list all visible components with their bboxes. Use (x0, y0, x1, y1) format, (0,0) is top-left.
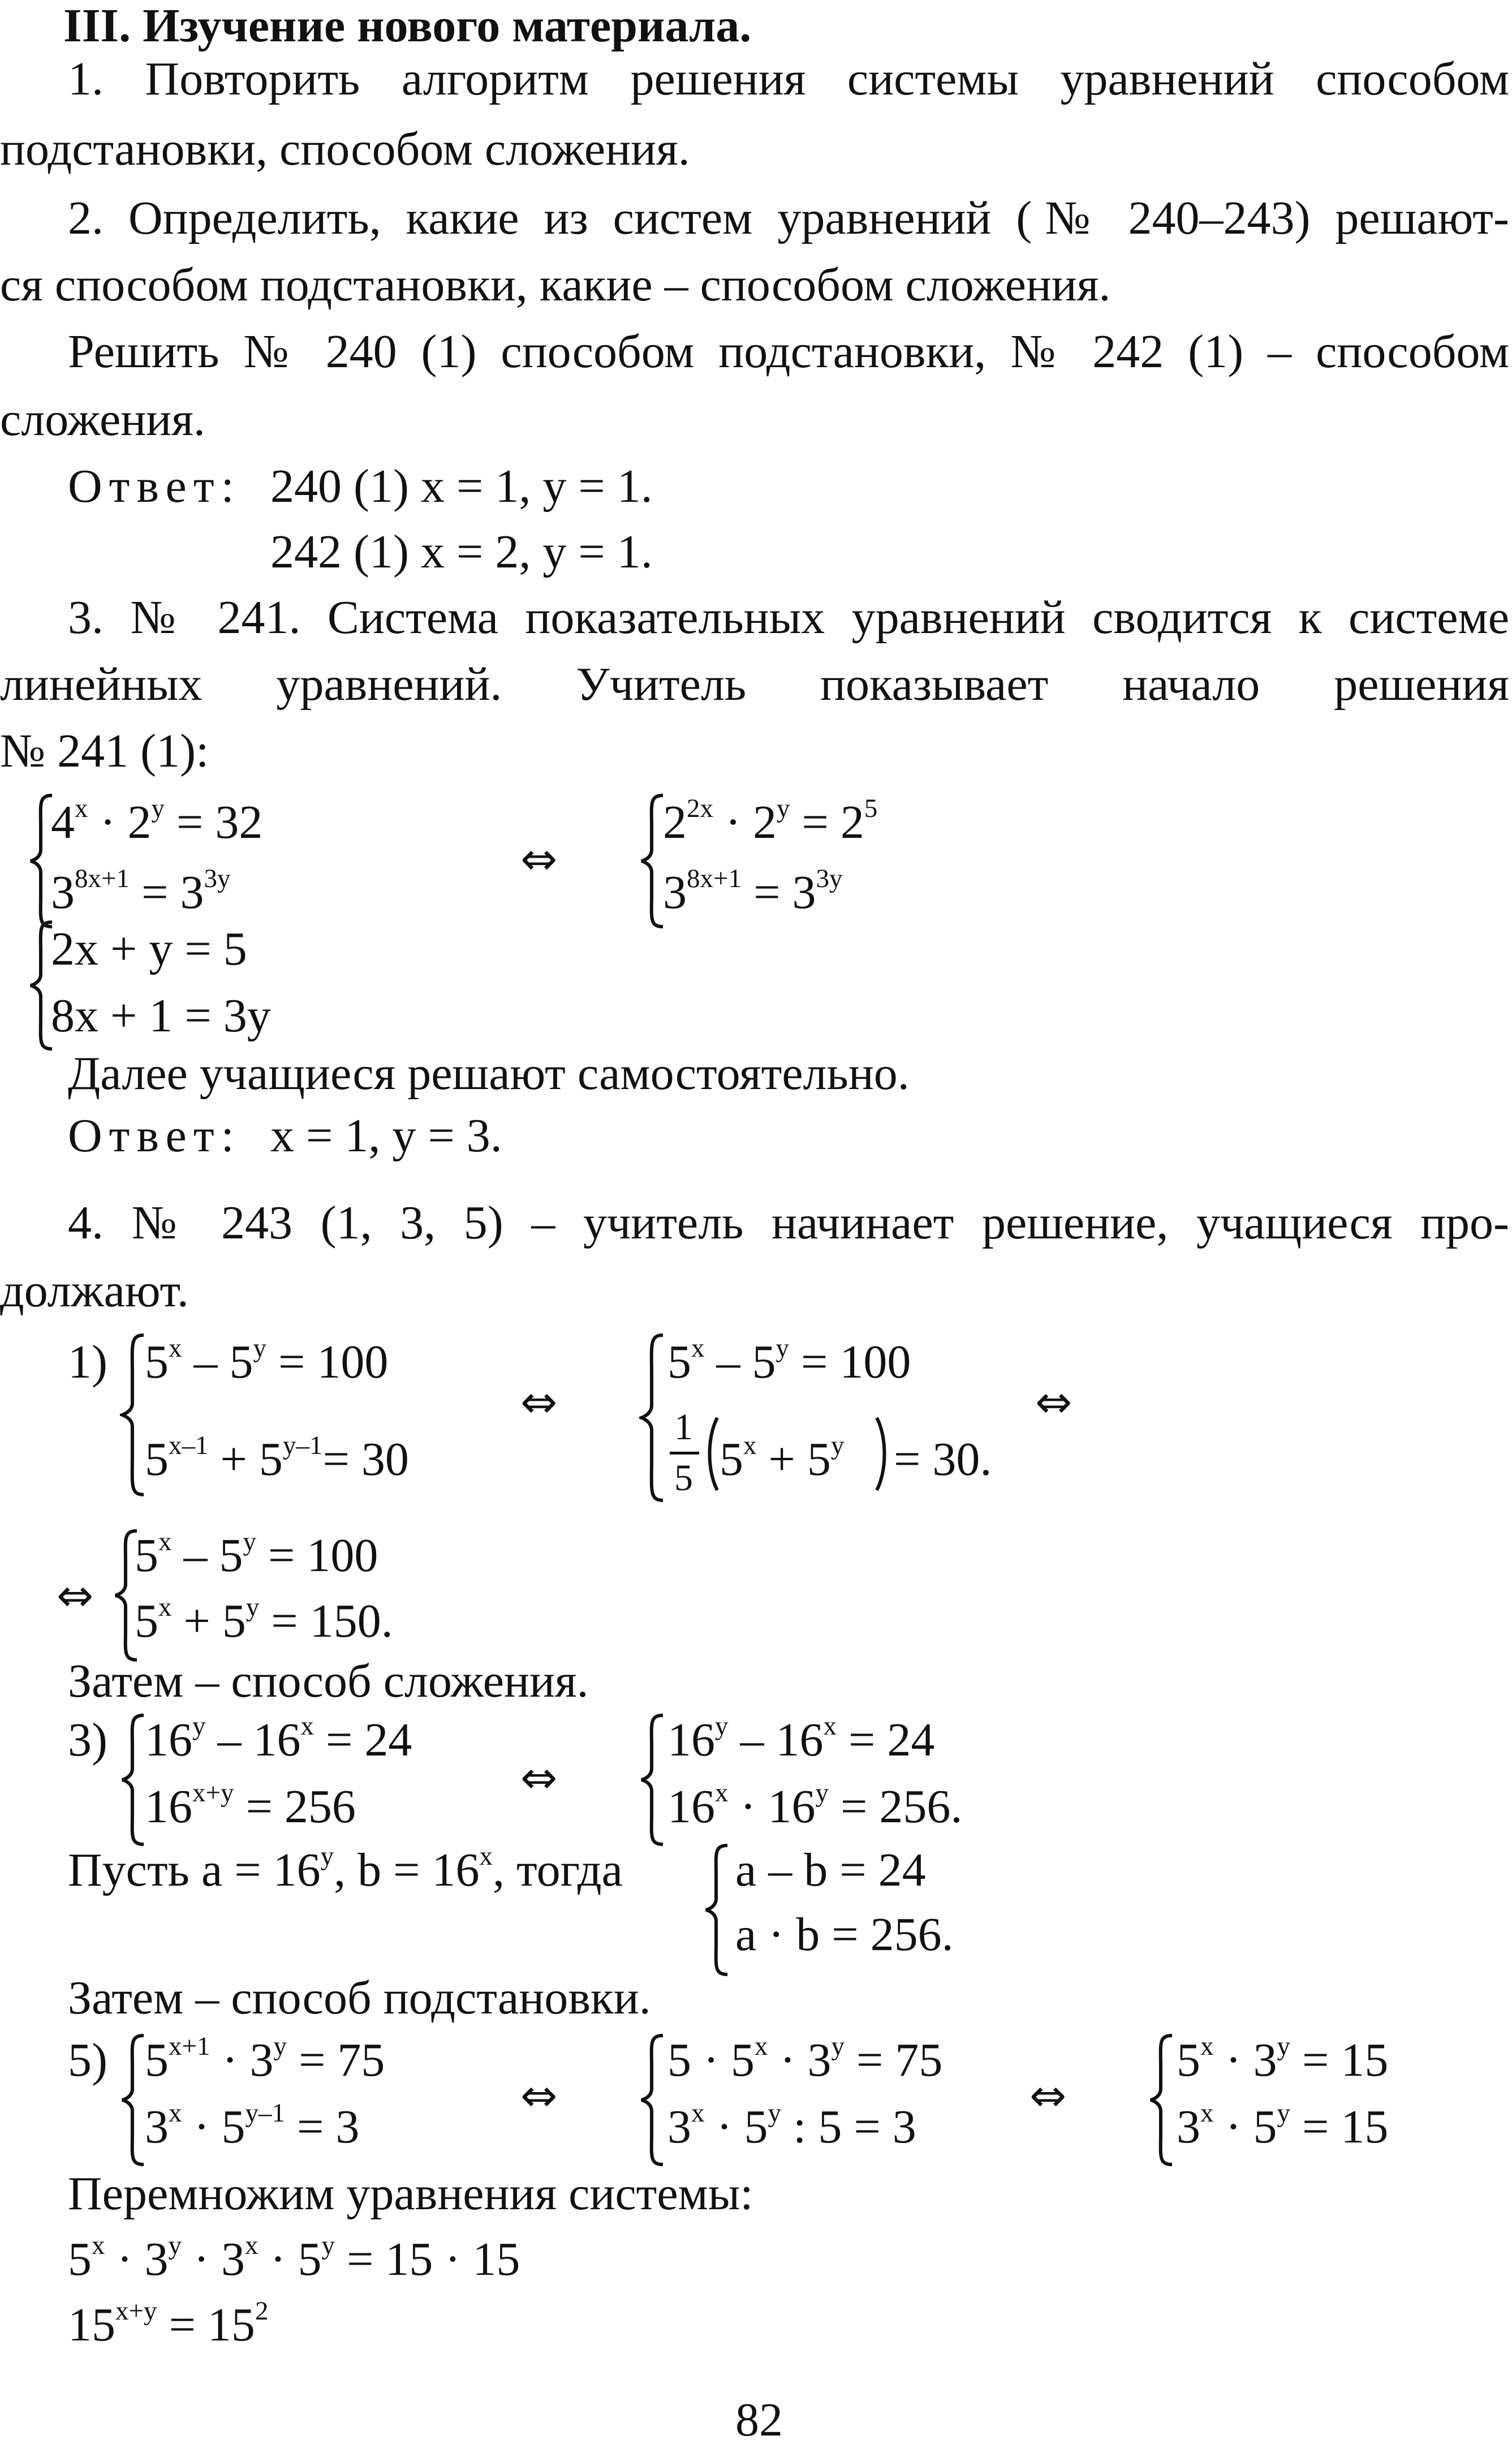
equation: $2^{2x} \cdot 2^y = 2^5$ (663, 794, 878, 849)
equivalence-arrow: ⇔ (520, 1753, 558, 1804)
system-brace (704, 1843, 732, 1977)
item4-line1: 4. № 243 (1, 3, 5) – учитель начинает решение, учащиеся про- (68, 1197, 1509, 1249)
equation: $5^x \cdot 3^y = 15$ (1177, 2032, 1389, 2086)
item3-line3: № 241 (1): (0, 725, 209, 777)
part3-then: Затем – способ подстановки. (68, 1972, 651, 2024)
page-number: 82 (735, 2394, 783, 2446)
equivalence-arrow: ⇔ (57, 1570, 94, 1621)
equivalence-arrow: ⇔ (1035, 1377, 1072, 1428)
section-title: III. Изучение нового материала. (63, 0, 752, 52)
item1-line1: 1. Повторить алгоритм решения системы уравнений способом (68, 53, 1509, 105)
part1-then: Затем – способ сложения. (68, 1655, 589, 1707)
paren-right (873, 1414, 890, 1494)
equation: $3^{8x+1} = 3^{3y}$ (663, 864, 843, 919)
part-label: 1) (68, 1336, 107, 1388)
equation: $3^x \cdot 5^y$ : 5 = 3 (667, 2098, 916, 2153)
equation: $5^x + 5^y = 150$. (135, 1593, 393, 1647)
equivalence-arrow: ⇔ (520, 2071, 558, 2122)
equation: $16^y - 16^x = 24$ (145, 1711, 412, 1766)
system-brace (120, 2033, 148, 2167)
equation: a – b = 24 (735, 1844, 926, 1896)
item2-line1: 2. Определить, какие из систем уравнений (№ 240–243) решают- (68, 192, 1509, 244)
item2-line2: ся способом подстановки, какие – способом сложения. (0, 259, 1111, 311)
equation: $16^{x+y} = 256$ (145, 1778, 356, 1833)
equation: $5^{x+1} \cdot 3^y = 75$ (145, 2032, 385, 2086)
equivalence-arrow: ⇔ (520, 834, 558, 885)
fraction-denominator: 5 (674, 1457, 693, 1499)
item1-line2: подстановки, способом сложения. (0, 123, 690, 175)
item4-line2: должают. (0, 1264, 189, 1317)
item3-answer-label: Ответ: (68, 1109, 241, 1162)
system-brace (1148, 2033, 1177, 2167)
equation: $16^x \cdot 16^y = 256$. (667, 1778, 963, 1833)
equation: $5^x - 5^y = 100$ (667, 1333, 911, 1388)
equivalence-arrow: ⇔ (1029, 2071, 1067, 2122)
equation: 2x + y = 5 (51, 923, 247, 975)
equation: $16^y - 16^x = 24$ (667, 1711, 935, 1766)
equation: $3^{8x+1} = 3^{3y}$ (51, 864, 231, 919)
item2-answer-label: Ответ: (68, 460, 241, 513)
item2-line3: Решить № 240 (1) способом подстановки, № 242 (1) – способом (68, 325, 1509, 378)
fraction-bar (670, 1452, 699, 1455)
equation: 8x + 1 = 3y (51, 989, 271, 1042)
item3-line2: линейных уравнений. Учитель показывает начало решения (0, 658, 1509, 711)
equation: $5 \cdot 5^x \cdot 3^y = 75$ (667, 2032, 943, 2086)
equation: $5^x - 5^y = 100$ (145, 1333, 389, 1388)
equation: $4^x \cdot 2^y = 32$ (51, 794, 263, 849)
part-label: 3) (68, 1714, 107, 1766)
equation: $5^{x-1} + 5^{y-1}= 30$ (145, 1431, 409, 1486)
substitution-line: Пусть $a = 16^y$, $b = 16^x$, тогда (68, 1841, 623, 1896)
item2-answer1: 240 (1) x = 1, y = 1. (270, 460, 653, 513)
system-brace (639, 2033, 667, 2167)
equivalence-arrow: ⇔ (520, 1377, 558, 1428)
equation: $5^x - 5^y = 100$ (135, 1527, 378, 1582)
equation: = 30. (894, 1433, 992, 1486)
equation: $3^x \cdot 5^y = 15$ (1177, 2098, 1389, 2153)
part-label: 5) (68, 2034, 107, 2086)
equation: $5^x + 5^y$ (720, 1431, 845, 1486)
paren-left (704, 1414, 721, 1494)
system-brace (120, 1333, 148, 1497)
equation: $15^{x+y} = 15^2$ (68, 2296, 269, 2351)
fraction-numerator: 1 (674, 1406, 693, 1448)
item3-after: Далее учащиеся решают самостоятельно. (68, 1047, 910, 1100)
system-brace (639, 1333, 667, 1503)
system-brace (120, 1713, 148, 1847)
item2-answer2: 242 (1) x = 2, y = 1. (270, 526, 653, 578)
item2-line4: сложения. (0, 393, 205, 446)
equation: a · b = 256. (735, 1908, 954, 1961)
part5-multiply: Перемножим уравнения системы: (68, 2167, 753, 2220)
equation: $3^x \cdot 5^{y-1} = 3$ (145, 2098, 360, 2153)
item3-answer: x = 1, y = 3. (270, 1109, 502, 1162)
item3-line1: 3. № 241. Система показательных уравнений сводится к системе (68, 591, 1509, 644)
equation: $5^x \cdot 3^y \cdot 3^x \cdot 5^y = 15 \cdot 15$ (68, 2231, 520, 2286)
system-brace (639, 1713, 667, 1847)
